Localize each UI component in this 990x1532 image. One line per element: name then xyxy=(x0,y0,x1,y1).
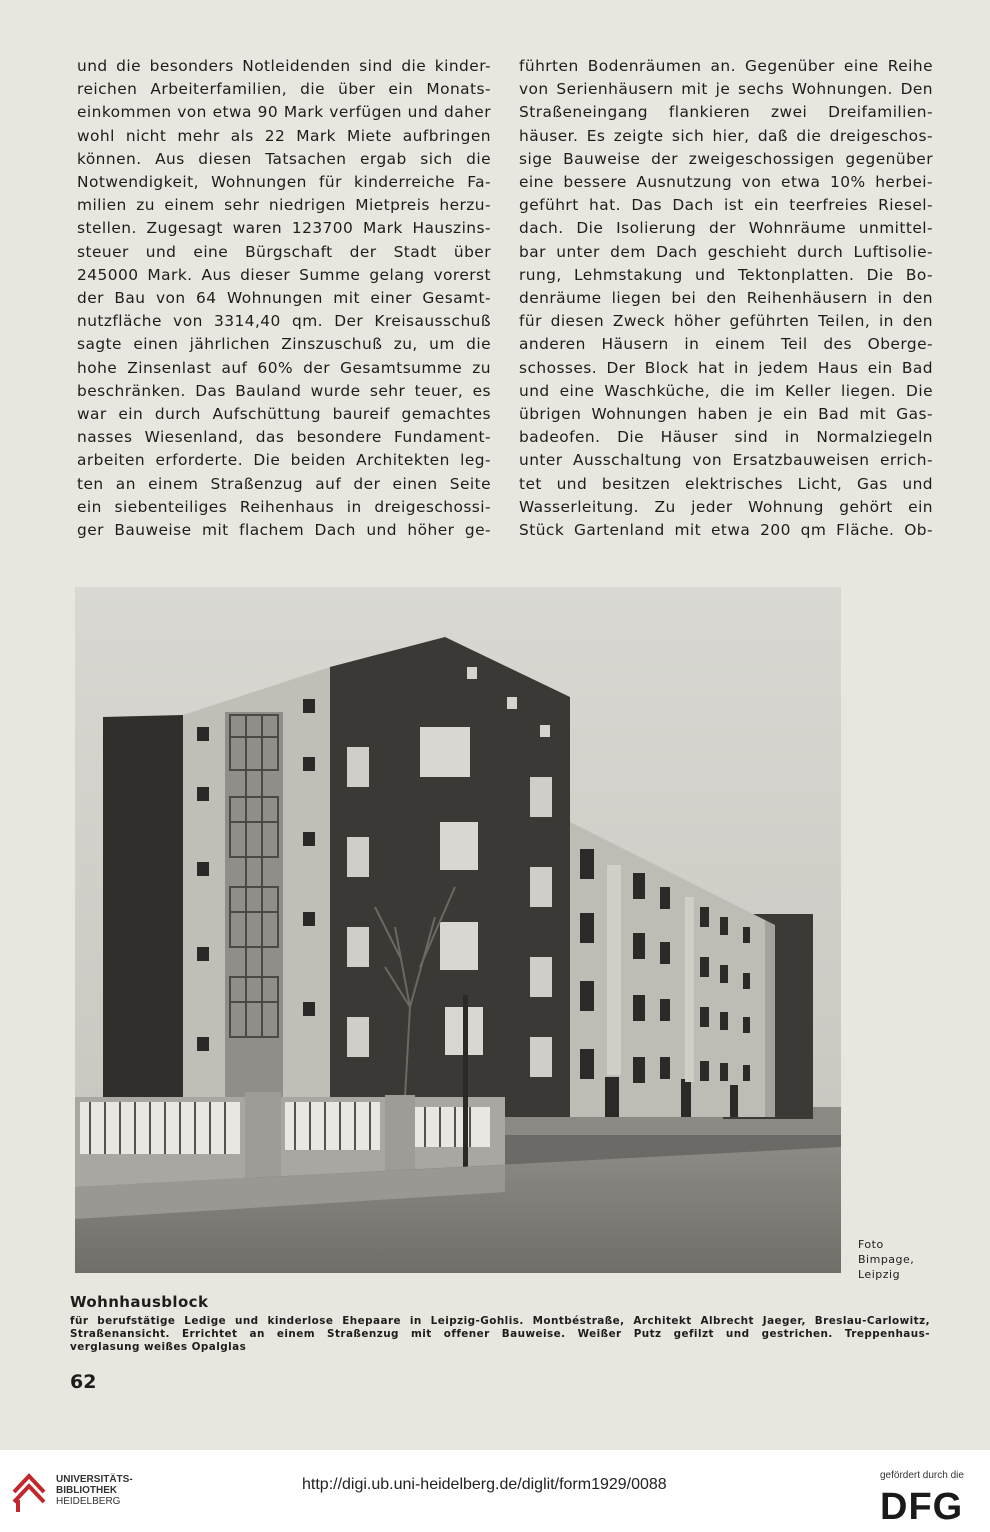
text-line: Wasserleitung. Zu jeder Wohnung gehört ein xyxy=(519,497,933,516)
text-line: war ein durch Aufschüttung baureif gemachtes xyxy=(77,405,491,424)
text-line: einkommen von etwa 90 Mark verfügen und daher xyxy=(77,103,491,122)
text-line: ger Bauweise mit flachem Dach und höher ge- xyxy=(77,521,491,540)
caption-text xyxy=(70,1315,930,1354)
text-line: steuer und eine Bürgschaft der Stadt über xyxy=(77,242,491,261)
text-line: führten Bodenräumen an. Gegenüber eine Reihe xyxy=(519,57,933,75)
text-line: bar unter dem Dach geschieht durch Luftisolie- xyxy=(519,242,933,261)
text-line: milien zu einem sehr niedrigen Mietpreis herzu- xyxy=(77,196,491,215)
credit-line: Leipzig xyxy=(858,1268,901,1281)
digitization-footer xyxy=(0,1450,990,1532)
text-line: übrigen Wohnungen haben je ein Bad mit Gas- xyxy=(519,405,933,424)
text-line: Notwendigkeit, Wohnungen für kinderreiche Fa- xyxy=(77,173,491,192)
text-line: schosses. Der Block hat in jedem Haus ein Bad xyxy=(519,358,933,377)
text-line: wohl nicht mehr als 22 Mark Miete aufbringen xyxy=(77,126,491,145)
text-line: rung, Lehmstakung und Tektonplatten. Die Bo- xyxy=(519,265,933,284)
text-line: ein siebenteiliges Reihenhaus in dreigeschossi- xyxy=(77,497,491,516)
photo-credit xyxy=(858,1237,914,1282)
text-line: für diesen Zweck höher geführten Teilen, in den xyxy=(519,312,933,331)
text-line: von Serienhäusern mit je sechs Wohnungen. Den xyxy=(519,80,933,99)
text-line: badeofen. Die Häuser sind in Normalziegeln xyxy=(519,428,933,447)
ub-heidelberg-logo-icon[interactable] xyxy=(10,1470,48,1518)
library-line: HEIDELBERG xyxy=(56,1496,121,1507)
text-line: hohe Zinsenlast auf 60% der Gesamtsumme zu xyxy=(77,358,491,377)
library-name xyxy=(56,1474,133,1507)
text-line: denräume liegen bei den Reihenhäusern in den xyxy=(519,289,933,308)
library-line: BIBLIOTHEK xyxy=(56,1485,118,1496)
text-line: und die besonders Notleidenden sind die kinder- xyxy=(77,57,491,75)
text-column-left xyxy=(77,55,491,542)
text-line: anderen Häusern in einem Teil des Oberge- xyxy=(519,335,933,354)
caption-line: verglasung weißes Opalglas xyxy=(70,1341,247,1353)
text-line: beschränken. Das Bauland wurde sehr teuer, es xyxy=(77,381,491,400)
text-line: dach. Die Isolierung der Wohnräume unmittel- xyxy=(519,219,933,238)
text-line: der Bau von 64 Wohnungen mit einer Gesamt- xyxy=(77,289,491,308)
text-line: sige Bauweise der zweigeschossigen gegenüber xyxy=(519,149,933,168)
text-line: reichen Arbeiterfamilien, die über ein Monats- xyxy=(77,80,491,99)
text-line: und eine Waschküche, die im Keller liegen. Die xyxy=(519,381,933,400)
source-url-link[interactable]: http://digi.ub.uni-heidelberg.de/diglit/form1929/0088 xyxy=(302,1476,667,1493)
text-line: häuser. Es zeigte sich hier, daß die dreigeschos- xyxy=(519,126,933,145)
text-line: Stück Gartenland mit etwa 200 qm Fläche. Ob- xyxy=(519,521,933,540)
text-line: stellen. Zugesagt waren 123700 Mark Hauszins- xyxy=(77,219,491,238)
text-line: 245000 Mark. Aus dieser Summe gelang vorerst xyxy=(77,265,491,284)
text-line: eine bessere Ausnutzung von etwa 10% herbei- xyxy=(519,173,933,192)
text-column-right xyxy=(519,55,933,542)
page-number: 62 xyxy=(70,1371,97,1393)
caption-line: Straßenansicht. Errichtet an einem Straßenzug mit offener Bauweise. Weißer Putz gefilzt und gestrichen. Treppenhaus- xyxy=(70,1328,930,1340)
credit-line: Foto xyxy=(858,1238,884,1251)
caption-line: für berufstätige Ledige und kinderlose Ehepaare in Leipzig-Gohlis. Montbéstraße, Architekt Albrecht Jaeger, Breslau-Carlowitz, xyxy=(70,1315,930,1327)
building-photo xyxy=(75,587,841,1273)
library-line: UNIVERSITÄTS- xyxy=(56,1474,133,1485)
text-line: nasses Wiesenland, das besondere Fundament- xyxy=(77,428,491,447)
funding-note: gefördert durch die xyxy=(880,1470,964,1481)
text-line: nutzfläche von 3314,40 qm. Der Kreisausschuß xyxy=(77,312,491,331)
text-line: geführt hat. Das Dach ist ein teerfreies Riesel- xyxy=(519,196,933,215)
text-line: ten an einem Straßenzug auf der einen Seite xyxy=(77,474,491,493)
dfg-logo[interactable]: DFG xyxy=(880,1486,964,1528)
text-line: arbeiten erforderte. Die beiden Architekten leg- xyxy=(77,451,491,470)
caption-title: Wohnhausblock xyxy=(70,1293,209,1311)
text-line: unter Ausschaltung von Ersatzbauweisen errich- xyxy=(519,451,933,470)
text-line: können. Aus diesen Tatsachen ergab sich die xyxy=(77,149,491,168)
credit-line: Bimpage, xyxy=(858,1253,915,1266)
text-line: tet und besitzen elektrisches Licht, Gas und xyxy=(519,474,933,493)
text-line: sagte einen jährlichen Zinszuschuß zu, um die xyxy=(77,335,491,354)
text-line: Straßeneingang flankieren zwei Dreifamilien- xyxy=(519,103,933,122)
